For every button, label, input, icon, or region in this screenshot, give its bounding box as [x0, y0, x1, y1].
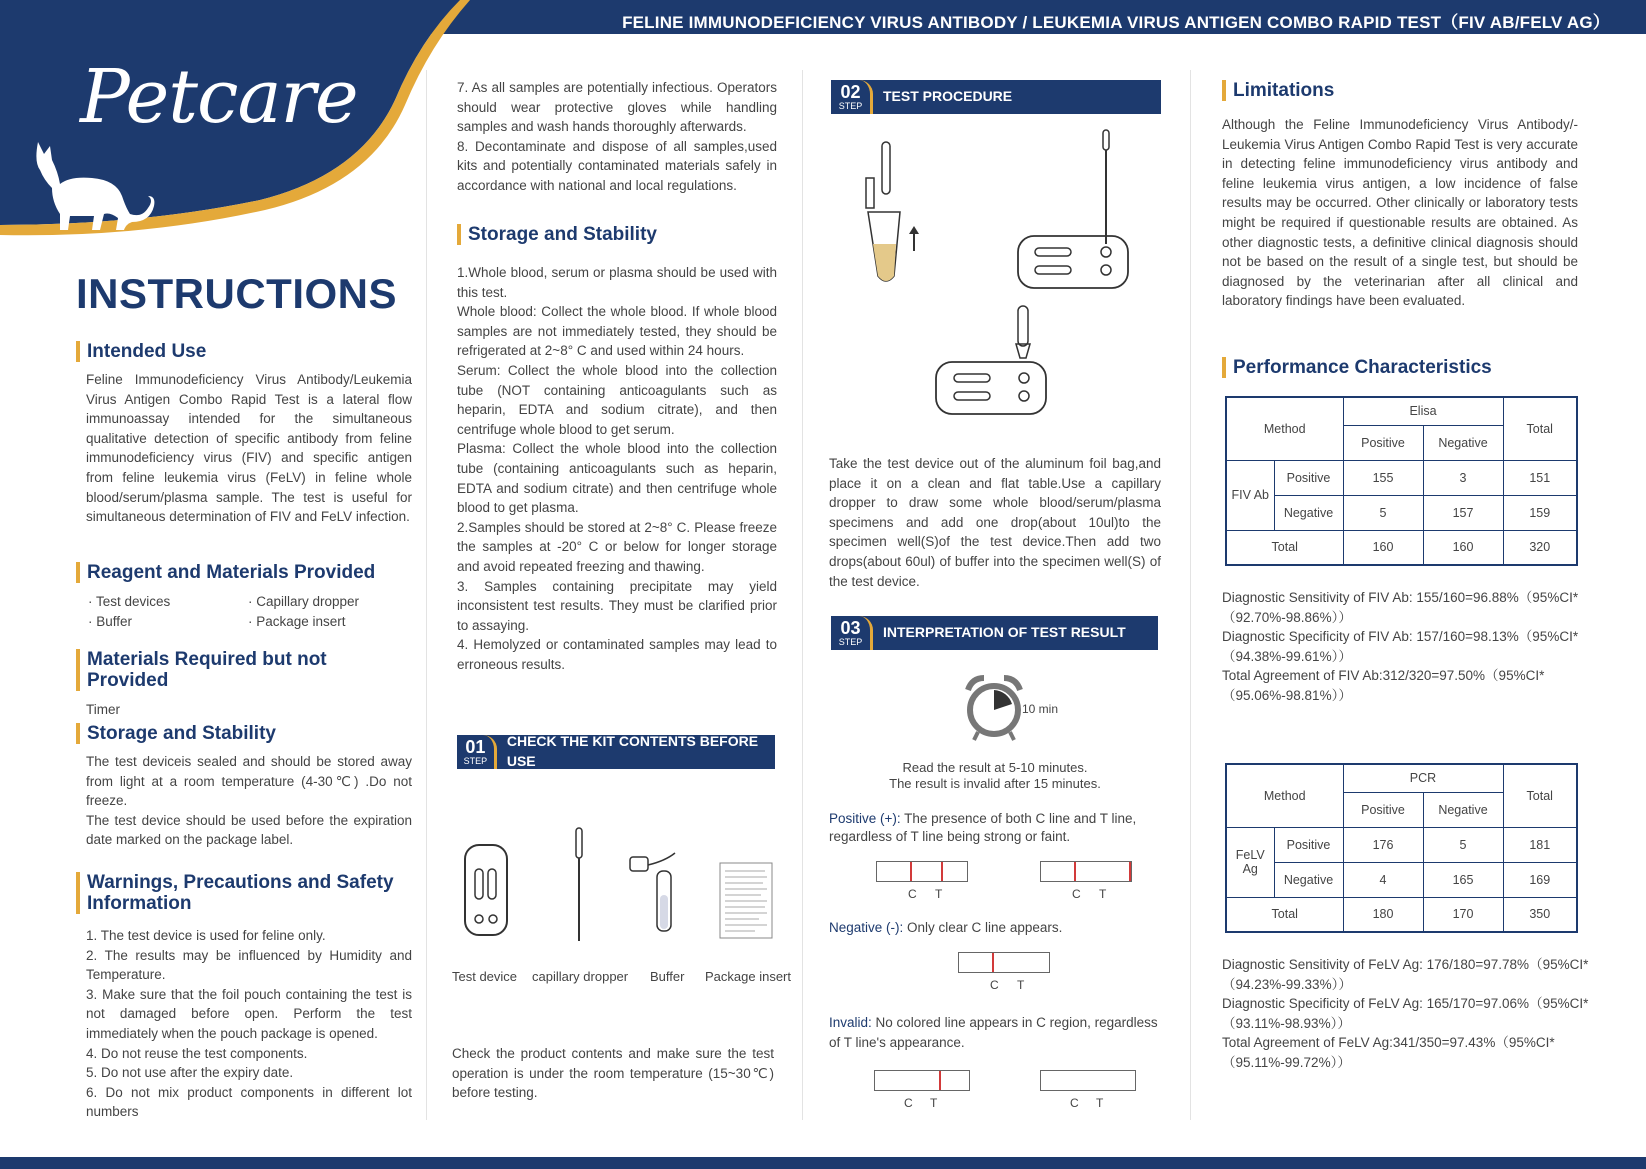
storage-paragraph: 2.Samples should be stored at 2~8° C. Please freeze the samples at -20° C or below for longer storage and avoid repeated freezing and thawing. [457, 519, 777, 574]
c-label: C [908, 887, 917, 901]
step2-title: TEST PROCEDURE [883, 88, 1013, 105]
warning-item: 5. Do not use after the expiry date. [86, 1065, 294, 1081]
page-title: INSTRUCTIONS [76, 270, 397, 317]
stat-line: Total Agreement of FeLV Ag:341/350=97.43%（95%CI*（95.11%-99.72%）） [1222, 1035, 1555, 1070]
table-cell: 4 [1343, 862, 1423, 897]
table-cell: Total [1226, 897, 1343, 932]
storage-heading: Storage and Stability [457, 224, 777, 245]
intended-use-section [76, 341, 412, 527]
table-cell: Positive [1274, 827, 1343, 862]
c-label: C [904, 1096, 913, 1110]
fiv-performance-table [1225, 396, 1578, 566]
table-cell: 181 [1503, 827, 1577, 862]
package-insert-icon [720, 863, 772, 938]
read-note-line: The result is invalid after 15 minutes. [889, 776, 1101, 791]
positive-strip-1 [876, 861, 968, 901]
stat-line: Diagnostic Specificity of FeLV Ag: 165/170=97.06%（95%CI*（93.11%-98.93%）） [1222, 996, 1589, 1031]
warning-item: 8. Decontaminate and dispose of all samples,used kits and potentially contaminated materials safely in accordance with national and local regulations. [457, 138, 777, 193]
negative-result-text [829, 918, 1161, 938]
storage-paragraph: 3. Samples containing precipitate may yield inconsistent test results. They must be clarified prior to assaying. [457, 578, 777, 633]
negative-strip [958, 952, 1050, 992]
warnings-heading: Warnings, Precautions and Safety Information [76, 872, 412, 914]
table-cell: 3 [1423, 460, 1503, 495]
limitations-text: Although the Feline Immunodeficiency Virus Antibody/-Leukemia Virus Antigen Combo Rapid Test is very accurate in detecting feline immunodeficiency virus antibody and feline leukemia virus antigen, a low incidence of false results may be occurred. Other clinically or laboratory tests might be required if questionable results are obtained. As other diagnostic tests, a definitive clinical diagnosis should not be based on the result of a single test, but should be diagnosed by the veterinarian after all clinical and laboratory findings have been evaluated. [1222, 117, 1578, 309]
table-cell: 155 [1343, 460, 1423, 495]
table-cell: 320 [1503, 530, 1577, 565]
table-cell: 159 [1503, 495, 1577, 530]
table-cell: 5 [1343, 495, 1423, 530]
step1-banner [457, 735, 775, 769]
t-label: T [1099, 887, 1107, 901]
device-with-capillary-icon [1018, 130, 1128, 288]
materials-required-text: Timer [86, 702, 120, 717]
performance-heading: Performance Characteristics [1222, 357, 1580, 378]
table-cell: Positive [1343, 425, 1423, 460]
invalid-description: No colored line appears in C region, regardless of T line's appearance. [829, 1015, 1158, 1050]
step1-text: Check the product contents and make sure the test operation is under the room temperature (15~30℃) before testing. [452, 1046, 774, 1101]
step2-text: Take the test device out of the aluminum foil bag,and place it on a clean and flat table.Use a capillary dropper to draw some whole blood/serum/plasma specimens and add one drop(about 10ul)to the specimen well(S)of the test device.Then add two drops(about 60ul) of buffer into the specimen well(S) of the test device. [829, 456, 1161, 589]
table-cell: Negative [1274, 495, 1343, 530]
product-title: FELINE IMMUNODEFICIENCY VIRUS ANTIBODY / LEUKEMIA VIRUS ANTIGEN COMBO RAPID TEST（FIV AB/FELV AG） [622, 13, 1610, 32]
positive-result-text [829, 810, 1161, 846]
table-cell: FIV Ab [1226, 460, 1274, 530]
column-divider [1190, 70, 1191, 1120]
t-label: T [1017, 978, 1025, 992]
timer-label: 10 min [1022, 702, 1059, 716]
invalid-strip-2 [1040, 1070, 1136, 1110]
c-label: C [1070, 1096, 1079, 1110]
reagent-item: · Package insert [248, 613, 346, 629]
reagent-item: · Capillary dropper [248, 594, 360, 609]
t-label: T [1096, 1096, 1104, 1110]
reagent-item: · Buffer [88, 613, 133, 629]
kit-label: Package insert [705, 969, 791, 984]
warning-item: 1. The test device is used for feline only. [86, 928, 326, 943]
step1-title: CHECK THE KIT CONTENTS BEFORE USE [506, 733, 759, 769]
stat-line: Total Agreement of FIV Ab:312/320=97.50%（95%CI*（95.06%-98.81%）） [1222, 668, 1545, 703]
table-cell: FeLV Ag [1226, 827, 1274, 897]
storage-section-1 [76, 723, 412, 850]
table-cell: 151 [1503, 460, 1577, 495]
table-cell: Negative [1274, 862, 1343, 897]
read-note-line: Read the result at 5-10 minutes. [902, 760, 1088, 775]
table-cell: Method [1226, 397, 1343, 460]
table-cell: 160 [1423, 530, 1503, 565]
storage-paragraph: Plasma: Collect the whole blood into the collection tube (containing anticoagulants such as heparin, EDTA and sodium citrate) and then centrifuge whole blood to get plasma. [457, 441, 777, 516]
table-cell: 5 [1423, 827, 1503, 862]
step3-banner [831, 616, 1158, 650]
limitations-section [1222, 80, 1580, 311]
warning-item: 6. Do not mix product components in different lot numbers [86, 1084, 412, 1120]
invalid-result-text [829, 1013, 1161, 1052]
table-cell: 157 [1423, 495, 1503, 530]
warning-item: 7. As all samples are potentially infectious. Operators should wear protective gloves while handling samples and wash hands thoroughly afterwards. [457, 80, 777, 135]
materials-required-section [76, 649, 412, 720]
kit-contents-illustration [455, 825, 795, 943]
table-cell: 165 [1423, 862, 1503, 897]
petcare-logo: Petcare [80, 54, 358, 140]
warning-item: 2. The results may be influenced by Humidity and Temperature. [86, 947, 412, 983]
column-divider [802, 70, 803, 1120]
positive-description: The presence of both C line and T line, regardless of T line being strong or faint. [829, 811, 1137, 844]
stat-line: Diagnostic Sensitivity of FeLV Ag: 176/180=97.78%（95%CI*（94.23%-99.33%）） [1222, 957, 1589, 992]
buffer-bottle-icon [630, 853, 675, 931]
invalid-strip-1 [874, 1070, 970, 1110]
materials-required-heading: Materials Required but not Provided [76, 649, 412, 691]
table-cell: Elisa [1343, 397, 1503, 425]
read-note [829, 760, 1161, 792]
stat-line: Diagnostic Specificity of FIV Ab: 157/160=98.13%（95%CI*（94.38%-99.61%）） [1222, 629, 1579, 664]
storage-section-2 [457, 224, 777, 674]
table-cell: Negative [1423, 792, 1503, 827]
negative-label: Negative (-): [829, 920, 904, 935]
table-cell: Total [1503, 764, 1577, 827]
table-cell: 176 [1343, 827, 1423, 862]
felv-performance-table [1225, 763, 1578, 933]
table-cell: Positive [1343, 792, 1423, 827]
c-label: C [990, 978, 999, 992]
positive-strip-2 [1040, 861, 1132, 901]
test-device-icon [465, 845, 507, 935]
table-cell: 350 [1503, 897, 1577, 932]
storage-paragraph: 4. Hemolyzed or contaminated samples may lead to erroneous results. [457, 637, 777, 672]
capillary-dropper-icon [576, 828, 582, 941]
storage-heading: Storage and Stability [76, 723, 412, 744]
cat-silhouette-icon [30, 140, 155, 230]
storage-text: The test device should be used before the expiration date marked on the package label. [86, 812, 412, 848]
storage-paragraph: Whole blood: Collect the whole blood. If whole blood samples are not immediately tested, they should be refrigerated at 2~8° C and used within 24 hours. [457, 304, 777, 359]
storage-text: The test deviceis sealed and should be stored away from light at a room temperature (4-30℃) .Do not freeze. [86, 754, 412, 809]
table-cell: Negative [1423, 425, 1503, 460]
storage-paragraph: Serum: Collect the whole blood into the collection tube (NOT containing anticoagulants such as heparin, EDTA and sodium citrate), and then centrifuge whole blood to get serum. [457, 362, 777, 437]
reagents-section [76, 562, 412, 631]
step-badge: 02 STEP [831, 80, 873, 114]
bottom-banner [0, 1157, 1646, 1169]
storage-paragraph: 1.Whole blood, serum or plasma should be used with this test. [457, 265, 777, 300]
warning-item: 3. Make sure that the foil pouch containing the test is not damaged before open. Perform the test immediately when the pouch package is opened. [86, 986, 412, 1041]
dropper-tube-icon [866, 142, 919, 281]
kit-label: capillary dropper [532, 969, 629, 984]
table-cell: 180 [1343, 897, 1423, 932]
performance-heading-wrap [1222, 357, 1580, 378]
table-cell: 170 [1423, 897, 1503, 932]
intended-use-heading: Intended Use [76, 341, 412, 362]
negative-description: Only clear C line appears. [903, 920, 1063, 935]
reagent-item: · Test devices [88, 594, 171, 609]
intended-use-text: Feline Immunodeficiency Virus Antibody/Leukemia Virus Antigen Combo Rapid Test is a lateral flow immunoassay intended for the simultaneous qualitative detection of specific antibody from feline immunodeficiency virus (FIV) and specific antigen from feline leukemia virus (FeLV) in feline whole blood/serum/plasma sample. The test is useful for simultaneous determination of FIV and FeLV infection. [86, 372, 412, 525]
felv-stats [1222, 955, 1607, 1073]
warnings-continued [457, 78, 777, 196]
t-label: T [930, 1096, 938, 1110]
warnings-section [76, 872, 412, 1122]
stat-line: Diagnostic Sensitivity of FIV Ab: 155/160=96.88%（95%CI*（92.70%-98.86%）） [1222, 590, 1579, 625]
device-with-buffer-icon [936, 306, 1046, 414]
test-procedure-illustration [840, 126, 1140, 436]
positive-label: Positive (+): [829, 811, 901, 826]
step2-banner [831, 80, 1161, 114]
table-cell: PCR [1343, 764, 1503, 792]
warning-item: 4. Do not reuse the test components. [86, 1045, 308, 1061]
table-cell: Total [1226, 530, 1343, 565]
fiv-stats [1222, 588, 1597, 706]
step-badge: 03 STEP [831, 616, 873, 650]
table-cell: Method [1226, 764, 1343, 827]
kit-label: Test device [452, 969, 518, 984]
t-label: T [935, 887, 943, 901]
invalid-label: Invalid: [829, 1015, 872, 1030]
step-badge: 01 STEP [457, 735, 497, 769]
column-divider [426, 70, 427, 1120]
limitations-heading: Limitations [1222, 80, 1580, 101]
reagents-heading: Reagent and Materials Provided [76, 562, 412, 583]
table-cell: Positive [1274, 460, 1343, 495]
step3-title: INTERPRETATION OF TEST RESULT [883, 624, 1126, 641]
kit-label: Buffer [650, 969, 685, 984]
table-cell: 160 [1343, 530, 1423, 565]
c-label: C [1072, 887, 1081, 901]
table-cell: Total [1503, 397, 1577, 460]
table-cell: 169 [1503, 862, 1577, 897]
